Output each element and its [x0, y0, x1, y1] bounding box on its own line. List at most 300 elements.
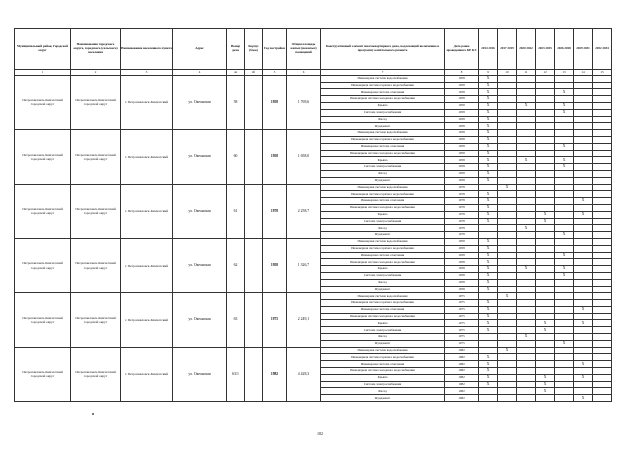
- period-cell: [555, 225, 574, 232]
- period-cell: [574, 293, 593, 300]
- previous-repair-date-cell: 1958: [445, 170, 479, 177]
- period-cell: [574, 340, 593, 347]
- period-cell: [479, 143, 498, 150]
- period-cell: [479, 374, 498, 381]
- period-cell: [517, 381, 536, 388]
- house-number-cell: 61: [227, 184, 245, 238]
- period-cell: [574, 238, 593, 245]
- repair-mark: X: [486, 286, 490, 291]
- period-cell: [517, 102, 536, 109]
- period-cell: [498, 204, 517, 211]
- period-cell: [498, 245, 517, 252]
- period-cell: [536, 232, 555, 239]
- period-cell: [574, 259, 593, 266]
- period-cell: [517, 116, 536, 123]
- header-period-5: 2026 2028: [555, 29, 574, 70]
- address-cell: ул. Океанская: [173, 184, 227, 238]
- period-cell: [593, 82, 612, 89]
- period-cell: [536, 334, 555, 341]
- repair-mark: X: [486, 205, 490, 210]
- period-cell: [536, 211, 555, 218]
- previous-repair-date-cell: 1978: [445, 211, 479, 218]
- period-cell: [517, 157, 536, 164]
- period-cell: [536, 198, 555, 205]
- repair-mark: X: [562, 273, 566, 278]
- previous-repair-date-cell: 1982: [445, 388, 479, 395]
- element-name-cell: Фасад: [321, 116, 445, 123]
- period-cell: [555, 374, 574, 381]
- period-cell: [498, 170, 517, 177]
- period-cell: [517, 143, 536, 150]
- period-cell: [479, 191, 498, 198]
- period-cell: [593, 252, 612, 259]
- period-cell: [536, 300, 555, 307]
- element-name-cell: Инженерная система водоснабжения: [321, 293, 445, 300]
- period-cell: [517, 340, 536, 347]
- period-cell: [498, 238, 517, 245]
- period-cell: [498, 225, 517, 232]
- house-number-cell: 58: [227, 75, 245, 129]
- repair-mark: X: [486, 361, 490, 366]
- period-cell: [593, 150, 612, 157]
- element-name-cell: Фундамент: [321, 232, 445, 239]
- period-cell: [498, 116, 517, 123]
- period-cell: [555, 293, 574, 300]
- period-cell: [574, 96, 593, 103]
- period-cell: [536, 225, 555, 232]
- period-cell: [479, 184, 498, 191]
- period-cell: [536, 279, 555, 286]
- period-cell: [536, 123, 555, 130]
- column-number: 8: [445, 70, 479, 76]
- header-block: Корпус (блок): [245, 29, 263, 70]
- previous-repair-date-cell: 1958: [445, 143, 479, 150]
- repair-mark: X: [486, 354, 490, 359]
- period-cell: [574, 368, 593, 375]
- period-cell: [479, 225, 498, 232]
- period-cell: [574, 150, 593, 157]
- element-name-cell: Инженерная система водоснабжения: [321, 130, 445, 137]
- period-cell: [555, 211, 574, 218]
- element-name-cell: Фундамент: [321, 123, 445, 130]
- element-name-cell: Инженерная система холодного водоснабжения: [321, 150, 445, 157]
- repair-mark: X: [486, 313, 490, 318]
- period-cell: [498, 232, 517, 239]
- period-cell: [536, 238, 555, 245]
- period-cell: [479, 116, 498, 123]
- locality-cell: г. Петропавловск-Камчатский: [121, 184, 173, 238]
- element-name-cell: Фасад: [321, 225, 445, 232]
- address-cell: ул. Океанская: [173, 75, 227, 129]
- settlement-cell: Петропавловск-Камчатский городской округ: [71, 347, 121, 401]
- element-name-cell: Инженерная система горячего водоснабжения: [321, 300, 445, 307]
- period-cell: [593, 164, 612, 171]
- period-cell: [479, 89, 498, 96]
- period-cell: [555, 82, 574, 89]
- previous-repair-date-cell: 1975: [445, 293, 479, 300]
- period-cell: [479, 334, 498, 341]
- period-cell: [479, 130, 498, 137]
- previous-repair-date-cell: 1975: [445, 313, 479, 320]
- build-year-cell: 1982: [263, 347, 287, 401]
- period-cell: [479, 96, 498, 103]
- house-number-cell: 63/1: [227, 347, 245, 401]
- period-cell: [479, 204, 498, 211]
- repair-mark: X: [486, 218, 490, 223]
- period-cell: [555, 388, 574, 395]
- settlement-cell: Петропавловск-Камчатский городской округ: [71, 184, 121, 238]
- period-cell: [593, 279, 612, 286]
- period-cell: [593, 395, 612, 402]
- period-cell: [536, 368, 555, 375]
- period-cell: [479, 109, 498, 116]
- period-cell: [517, 395, 536, 402]
- element-name-cell: Инженерная система горячего водоснабжения: [321, 136, 445, 143]
- period-cell: [479, 388, 498, 395]
- element-name-cell: Инженерная система отопления: [321, 252, 445, 259]
- period-cell: [555, 123, 574, 130]
- period-cell: [536, 82, 555, 89]
- period-cell: [498, 279, 517, 286]
- period-cell: [555, 184, 574, 191]
- block-cell: [245, 75, 263, 129]
- period-cell: [574, 102, 593, 109]
- repair-mark: X: [486, 171, 490, 176]
- repair-mark: X: [486, 76, 490, 81]
- repair-mark: X: [486, 327, 490, 332]
- previous-repair-date-cell: 1978: [445, 204, 479, 211]
- settlement-cell: Петропавловск-Камчатский городской округ: [71, 130, 121, 184]
- previous-repair-date-cell: 1958: [445, 157, 479, 164]
- period-cell: [536, 177, 555, 184]
- period-cell: [498, 374, 517, 381]
- period-cell: [555, 204, 574, 211]
- table-body: [15, 75, 612, 401]
- repair-mark: X: [524, 103, 528, 108]
- period-cell: [536, 164, 555, 171]
- previous-repair-date-cell: 1978: [445, 225, 479, 232]
- period-cell: [498, 347, 517, 354]
- period-cell: [517, 320, 536, 327]
- period-cell: [593, 123, 612, 130]
- element-name-cell: Инженерная система холодного водоснабжения: [321, 259, 445, 266]
- repair-mark: X: [562, 164, 566, 169]
- period-cell: [593, 75, 612, 82]
- element-name-cell: Крыша: [321, 320, 445, 327]
- period-cell: [536, 272, 555, 279]
- column-number: 2: [71, 70, 121, 76]
- period-cell: [555, 313, 574, 320]
- period-cell: [574, 116, 593, 123]
- period-cell: [555, 354, 574, 361]
- period-cell: [555, 191, 574, 198]
- period-cell: [536, 116, 555, 123]
- repair-mark: X: [524, 334, 528, 339]
- period-cell: [498, 388, 517, 395]
- locality-cell: г. Петропавловск-Камчатский: [121, 238, 173, 292]
- element-name-cell: Система электроснабжения: [321, 272, 445, 279]
- period-cell: [479, 347, 498, 354]
- period-cell: [498, 259, 517, 266]
- period-cell: [479, 238, 498, 245]
- header-period-7: 2032 2034: [593, 29, 612, 70]
- district-cell: Петропавловск-Камчатский городской округ: [15, 184, 71, 238]
- district-cell: Петропавловск-Камчатский городской округ: [15, 130, 71, 184]
- period-cell: [536, 381, 555, 388]
- period-cell: [593, 381, 612, 388]
- period-cell: [536, 293, 555, 300]
- repair-mark: X: [486, 178, 490, 183]
- period-cell: [479, 286, 498, 293]
- period-cell: [574, 130, 593, 137]
- element-name-cell: Инженерная система отопления: [321, 198, 445, 205]
- column-number: 4а: [227, 70, 245, 76]
- repair-mark: X: [543, 388, 547, 393]
- period-cell: [517, 334, 536, 341]
- previous-repair-date-cell: 1975: [445, 320, 479, 327]
- period-cell: [536, 245, 555, 252]
- period-cell: [498, 177, 517, 184]
- period-cell: [555, 102, 574, 109]
- period-cell: [536, 327, 555, 334]
- previous-repair-date-cell: 1982: [445, 381, 479, 388]
- period-cell: [536, 347, 555, 354]
- area-cell: 1 326,7: [287, 238, 321, 292]
- previous-repair-date-cell: 1975: [445, 334, 479, 341]
- repair-mark: X: [486, 252, 490, 257]
- period-cell: [555, 150, 574, 157]
- period-cell: [498, 150, 517, 157]
- settlement-cell: Петропавловск-Камчатский городской округ: [71, 238, 121, 292]
- period-cell: [555, 245, 574, 252]
- period-cell: [555, 232, 574, 239]
- period-cell: [593, 89, 612, 96]
- column-number: 4б: [245, 70, 263, 76]
- district-cell: Петропавловск-Камчатский городской округ: [15, 75, 71, 129]
- period-cell: [498, 102, 517, 109]
- repair-mark: X: [486, 130, 490, 135]
- period-cell: [517, 204, 536, 211]
- column-number: 14: [574, 70, 593, 76]
- period-cell: [555, 75, 574, 82]
- header-district: Муниципальный район, Городской округ: [15, 29, 71, 70]
- repair-mark: X: [562, 103, 566, 108]
- period-cell: [517, 150, 536, 157]
- period-cell: [555, 218, 574, 225]
- period-cell: [498, 198, 517, 205]
- period-cell: [555, 164, 574, 171]
- period-cell: [593, 204, 612, 211]
- period-cell: [536, 191, 555, 198]
- previous-repair-date-cell: 1958: [445, 252, 479, 259]
- period-cell: [574, 286, 593, 293]
- period-cell: [555, 130, 574, 137]
- period-cell: [479, 150, 498, 157]
- period-cell: [593, 225, 612, 232]
- column-number: 10: [498, 70, 517, 76]
- period-cell: [574, 245, 593, 252]
- period-cell: [593, 102, 612, 109]
- period-cell: [574, 211, 593, 218]
- repair-mark: X: [486, 307, 490, 312]
- element-name-cell: Фасад: [321, 170, 445, 177]
- period-cell: [574, 177, 593, 184]
- block-cell: [245, 130, 263, 184]
- column-number: 12: [536, 70, 555, 76]
- period-cell: [498, 320, 517, 327]
- table-row: [15, 130, 612, 137]
- period-cell: [536, 136, 555, 143]
- period-cell: [517, 232, 536, 239]
- period-cell: [517, 191, 536, 198]
- period-cell: [536, 143, 555, 150]
- period-cell: [517, 211, 536, 218]
- build-year-cell: 1958: [263, 130, 287, 184]
- block-cell: [245, 238, 263, 292]
- element-name-cell: Инженерная система отопления: [321, 306, 445, 313]
- column-number: 7: [321, 70, 445, 76]
- period-cell: [593, 320, 612, 327]
- period-cell: [574, 334, 593, 341]
- previous-repair-date-cell: 1958: [445, 150, 479, 157]
- period-cell: [498, 184, 517, 191]
- previous-repair-date-cell: 1958: [445, 102, 479, 109]
- period-cell: [517, 279, 536, 286]
- repair-mark: X: [486, 144, 490, 149]
- element-name-cell: Крыша: [321, 157, 445, 164]
- table-row: [15, 347, 612, 354]
- period-cell: [517, 82, 536, 89]
- period-cell: [498, 123, 517, 130]
- previous-repair-date-cell: 1975: [445, 340, 479, 347]
- period-cell: [479, 306, 498, 313]
- repair-mark: X: [486, 157, 490, 162]
- column-number: 15: [593, 70, 612, 76]
- repair-mark: X: [486, 198, 490, 203]
- previous-repair-date-cell: 1982: [445, 368, 479, 375]
- period-cell: [574, 388, 593, 395]
- previous-repair-date-cell: 1958: [445, 238, 479, 245]
- repair-mark: X: [562, 252, 566, 257]
- period-cell: [536, 75, 555, 82]
- element-name-cell: Система электроснабжения: [321, 327, 445, 334]
- repair-mark: X: [486, 320, 490, 325]
- address-cell: ул. Океанская: [173, 130, 227, 184]
- header-build-year: Год постройки: [263, 29, 287, 70]
- period-cell: [593, 354, 612, 361]
- period-cell: [574, 123, 593, 130]
- previous-repair-date-cell: 1958: [445, 82, 479, 89]
- previous-repair-date-cell: 1982: [445, 374, 479, 381]
- period-cell: [498, 191, 517, 198]
- repair-mark: X: [486, 82, 490, 87]
- period-cell: [536, 340, 555, 347]
- period-cell: [536, 170, 555, 177]
- period-cell: [574, 75, 593, 82]
- period-cell: [593, 136, 612, 143]
- district-cell: Петропавловск-Камчатский городской округ: [15, 347, 71, 401]
- header-row: [15, 29, 612, 70]
- period-cell: [555, 266, 574, 273]
- previous-repair-date-cell: 1958: [445, 286, 479, 293]
- period-cell: [498, 334, 517, 341]
- period-cell: [498, 143, 517, 150]
- header-house-number: Номер дома: [227, 29, 245, 70]
- repair-mark: X: [581, 307, 585, 312]
- repair-mark: X: [486, 123, 490, 128]
- table-row: [15, 184, 612, 191]
- repair-mark: X: [562, 341, 566, 346]
- element-name-cell: Инженерная система холодного водоснабжения: [321, 313, 445, 320]
- period-cell: [536, 266, 555, 273]
- period-cell: [555, 361, 574, 368]
- period-cell: [593, 340, 612, 347]
- period-cell: [574, 361, 593, 368]
- element-name-cell: Крыша: [321, 374, 445, 381]
- period-cell: [517, 374, 536, 381]
- address-cell: ул. Океанская: [173, 238, 227, 292]
- period-cell: [517, 164, 536, 171]
- element-name-cell: Фундамент: [321, 177, 445, 184]
- period-cell: [517, 177, 536, 184]
- period-cell: [498, 266, 517, 273]
- period-cell: [536, 184, 555, 191]
- header-locality: Наименование населенного пункта: [121, 29, 173, 70]
- repair-mark: X: [486, 280, 490, 284]
- period-cell: [479, 327, 498, 334]
- area-cell: 4 428,3: [287, 347, 321, 401]
- block-cell: [245, 293, 263, 347]
- column-number: 5: [263, 70, 287, 76]
- period-cell: [517, 109, 536, 116]
- element-name-cell: Инженерная система холодного водоснабжения: [321, 204, 445, 211]
- element-name-cell: Инженерная система холодного водоснабжения: [321, 96, 445, 103]
- period-cell: [517, 225, 536, 232]
- period-cell: [536, 130, 555, 137]
- period-cell: [574, 198, 593, 205]
- period-cell: [517, 313, 536, 320]
- period-cell: [555, 170, 574, 177]
- period-cell: [479, 259, 498, 266]
- repair-mark: X: [486, 273, 490, 278]
- period-cell: [498, 313, 517, 320]
- repair-mark: X: [543, 218, 547, 223]
- repair-mark: X: [486, 116, 490, 121]
- period-cell: [555, 334, 574, 341]
- build-year-cell: 1978: [263, 184, 287, 238]
- period-cell: [593, 368, 612, 375]
- period-cell: [574, 347, 593, 354]
- period-cell: [536, 313, 555, 320]
- repair-mark: X: [486, 89, 490, 94]
- period-cell: [593, 198, 612, 205]
- period-cell: [479, 340, 498, 347]
- period-cell: [536, 102, 555, 109]
- period-cell: [498, 164, 517, 171]
- address-cell: ул. Океанская: [173, 347, 227, 401]
- period-cell: [479, 102, 498, 109]
- period-cell: [498, 361, 517, 368]
- period-cell: [574, 82, 593, 89]
- element-name-cell: Фундамент: [321, 340, 445, 347]
- element-name-cell: Фасад: [321, 388, 445, 395]
- period-cell: [593, 211, 612, 218]
- column-number: 11: [517, 70, 536, 76]
- element-name-cell: Инженерная система водоснабжения: [321, 184, 445, 191]
- period-cell: [517, 184, 536, 191]
- period-cell: [536, 259, 555, 266]
- element-name-cell: Инженерная система горячего водоснабжения: [321, 354, 445, 361]
